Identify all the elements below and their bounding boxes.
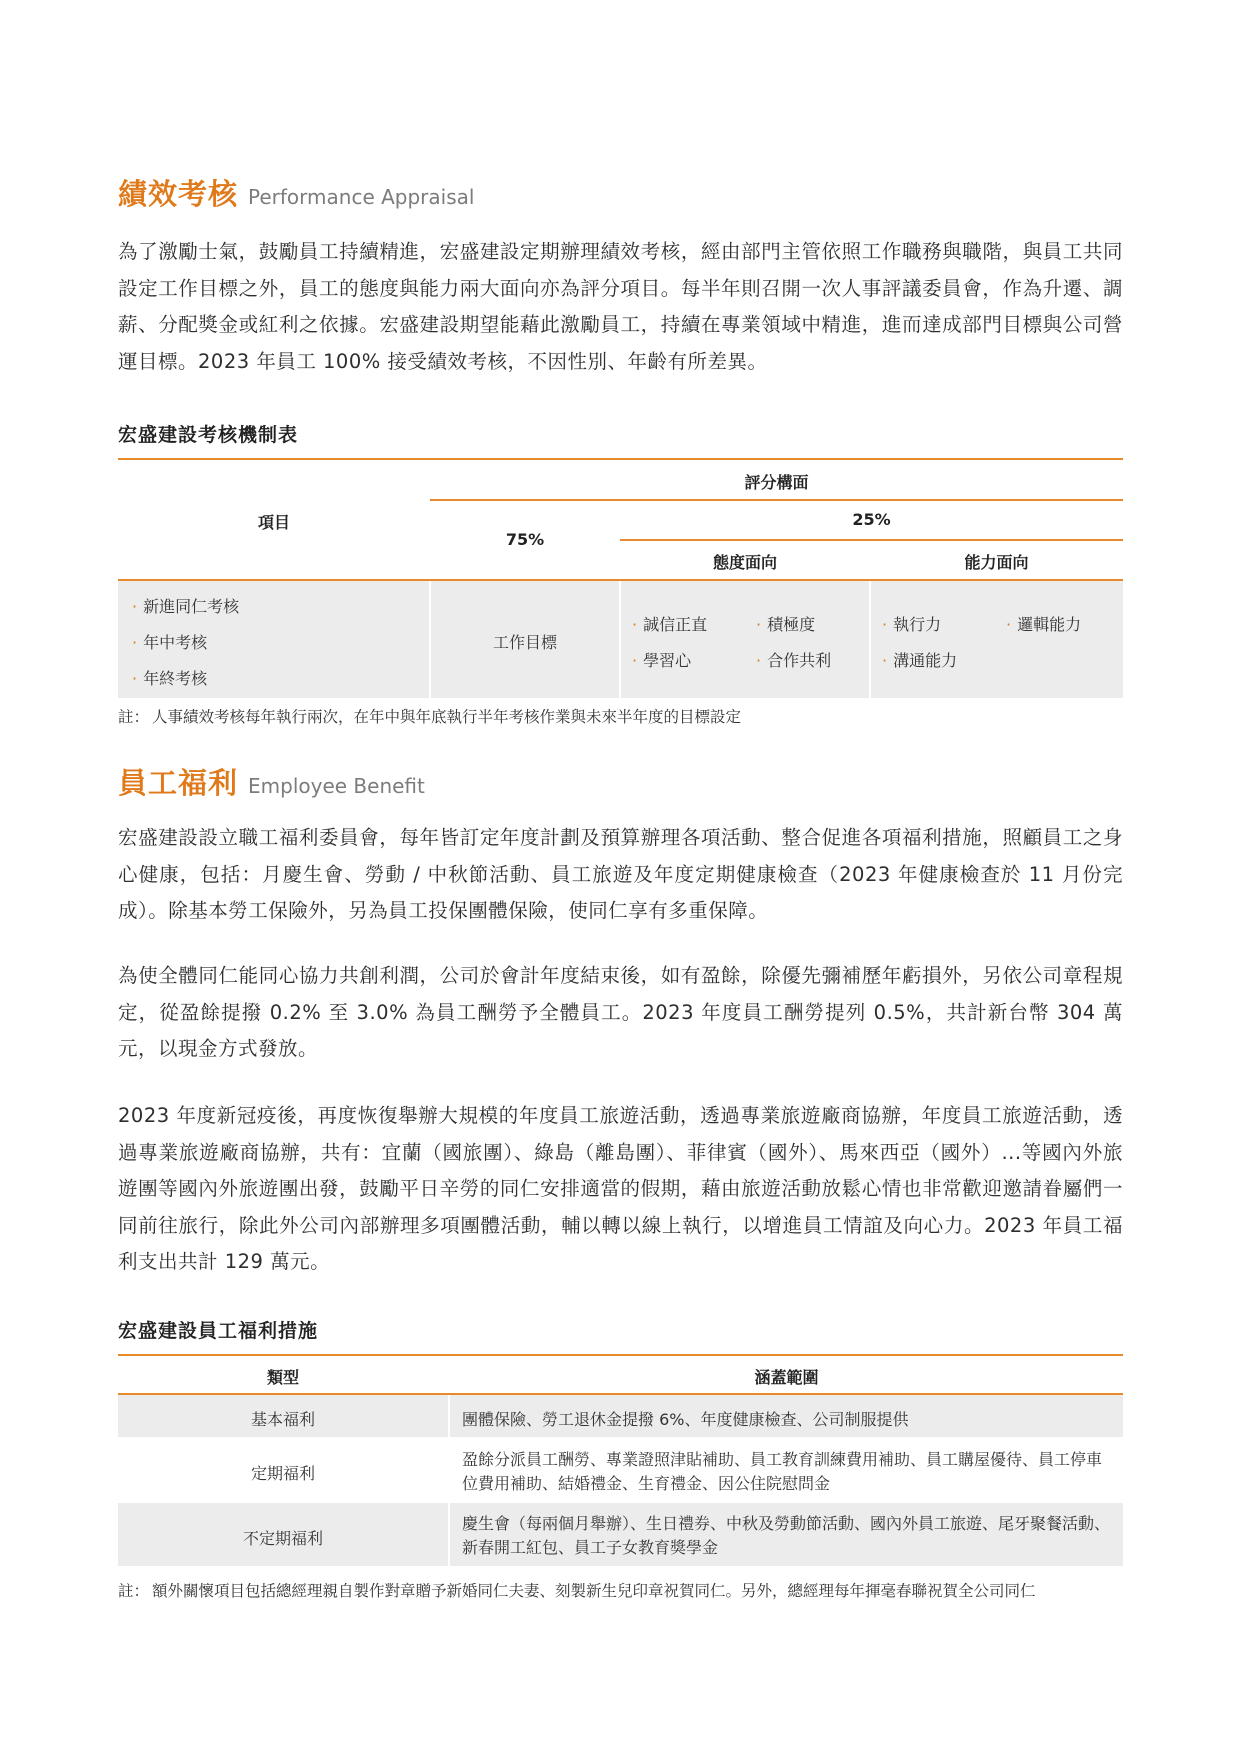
note-label: 註：: [118, 708, 150, 726]
work-goal: 工作目標: [492, 633, 557, 652]
item-bullet: · 新進同仁考核: [132, 597, 240, 616]
benefit-note: [118, 1578, 1123, 1604]
col-separator: [869, 581, 871, 698]
benefit-type-irregular: 不定期福利: [242, 1529, 323, 1548]
performance-paragraph: 為了激勵士氣，鼓勵員工持續精進，宏盛建設定期辦理績效考核，經由部門主管依照工作職務與職階，與員工共同設定工作目標之外，員工的態度與能力兩大面向亦為評分項目。每半年則召開一次人事評議委員會，作為升遷、調薪、分配獎金或紅利之依據。宏盛建設期望能藉此激勵員工，持續在專業領域中精進，進而達成部門目標與公司營運目標。2023 年員工 100% 接受績效考核，不因性別、年齡有所差異。: [118, 240, 1123, 373]
item-bullet: · 年終考核: [132, 669, 208, 688]
performance-section-title: [118, 172, 474, 213]
benefit-type-basic: 基本福利: [250, 1410, 315, 1429]
note-text: 額外關懷項目包括總經理親自製作對章贈予新婚同仁夫妻、刻製新生兒印章祝賀同仁。另外，總經理每年揮毫春聯祝賀全公司同仁: [152, 1582, 1036, 1600]
header-ability: 能力面向: [964, 553, 1029, 572]
performance-title-en: Performance Appraisal: [248, 185, 475, 209]
benefit-paragraph-2: 為使全體同仁能同心協力共創利潤，公司於會計年度結束後，如有盈餘，除優先彌補歷年虧損外，另依公司章程規定，從盈餘提撥 0.2% 至 3.0% 為員工酬勞予全體員工。2023 年度員工酬勞提列 0.5%，共計新台幣 304 萬元，以現金方式發放。: [118, 964, 1123, 1060]
note-text: 人事績效考核每年執行兩次，在年中與年底執行半年考核作業與未來半年度的目標設定: [152, 708, 742, 726]
benefit-scope-basic: 團體保險、勞工退休金提撥 6%、年度健康檢查、公司制服提供: [462, 1410, 909, 1429]
header-75: 75%: [505, 530, 545, 549]
benefit-paragraph-3: 2023 年度新冠疫後，再度恢復舉辦大規模的年度員工旅遊活動，透過專業旅遊廠商協辦，年度員工旅遊活動，透過專業旅遊廠商協辦，共有：宜蘭（國旅團）、綠島（離島團）、菲律賓（國外）、馬來西亞（國外）...等國內外旅遊團等國內外旅遊團出發，鼓勵平日辛勞的同仁安排適當的假期，藉由旅遊活動放鬆心情也非常歡迎邀請眷屬們一同前往旅行，除此外公司內部辦理多項團體活動，輔以轉以線上執行，以增進員工情誼及向心力。2023 年員工福利支出共計 129 萬元。: [118, 1104, 1123, 1273]
table-top-rule: [118, 458, 1123, 460]
table-top-rule: [118, 1354, 1123, 1356]
benefit-paragraph-1: 宏盛建設設立職工福利委員會，每年皆訂定年度計劃及預算辦理各項活動、整合促進各項福利措施，照顧員工之身心健康，包括：月慶生會、勞動 / 中秋節活動、員工旅遊及年度定期健康檢查（2023 年健康檢查於 11 月份完成）。除基本勞工保險外，另為員工投保團體保險，使同仁享有多重保障。: [118, 826, 1123, 922]
header-scope: 涵蓋範圍: [754, 1368, 819, 1387]
appraisal-table-title: 宏盛建設考核機制表: [118, 424, 299, 446]
benefit-scope-irregular: 慶生會（每兩個月舉辦）、生日禮券、中秋及勞動節活動、國內外員工旅遊、尾牙聚餐活動、新春開工紅包、員工子女教育獎學金: [462, 1514, 1111, 1557]
ability-bullet: · 邏輯能力: [1006, 615, 1082, 634]
benefit-title-en: Employee Benefit: [248, 774, 425, 798]
performance-title-zh: 績效考核: [118, 177, 239, 211]
attitude-bullet: · 合作共利: [756, 651, 832, 670]
col-separator: [448, 1503, 450, 1566]
benefit-title-zh: 員工福利: [118, 766, 239, 800]
attitude-bullet: · 誠信正直: [632, 615, 708, 634]
col-separator: [448, 1395, 450, 1437]
appraisal-table: [118, 458, 1123, 698]
header-scoring: 評分構面: [744, 473, 809, 492]
attitude-bullet: · 學習心: [632, 651, 692, 670]
attitude-bullet: · 積極度: [756, 615, 816, 634]
item-bullet: · 年中考核: [132, 633, 208, 652]
benefit-section-title: [118, 761, 425, 802]
benefit-type-regular: 定期福利: [250, 1464, 315, 1483]
header-attitude: 態度面向: [712, 553, 777, 572]
benefit-table: [118, 1354, 1123, 1566]
rule-under-scoring: [430, 499, 1123, 501]
benefit-table-title: 宏盛建設員工福利措施: [118, 1320, 319, 1342]
appraisal-note: [118, 704, 1123, 730]
header-item: 項目: [257, 513, 290, 532]
rule-under-25: [620, 539, 1123, 541]
ability-bullet: · 溝通能力: [882, 651, 958, 670]
ability-bullet: · 執行力: [882, 615, 942, 634]
header-type: 類型: [266, 1368, 299, 1387]
header-25: 25%: [852, 510, 891, 529]
benefit-scope-regular: 盈餘分派員工酬勞、專業證照津貼補助、員工教育訓練費用補助、員工購屋優待、員工停車位費用補助、結婚禮金、生育禮金、因公住院慰問金: [462, 1450, 1103, 1493]
note-label: 註：: [118, 1582, 150, 1600]
